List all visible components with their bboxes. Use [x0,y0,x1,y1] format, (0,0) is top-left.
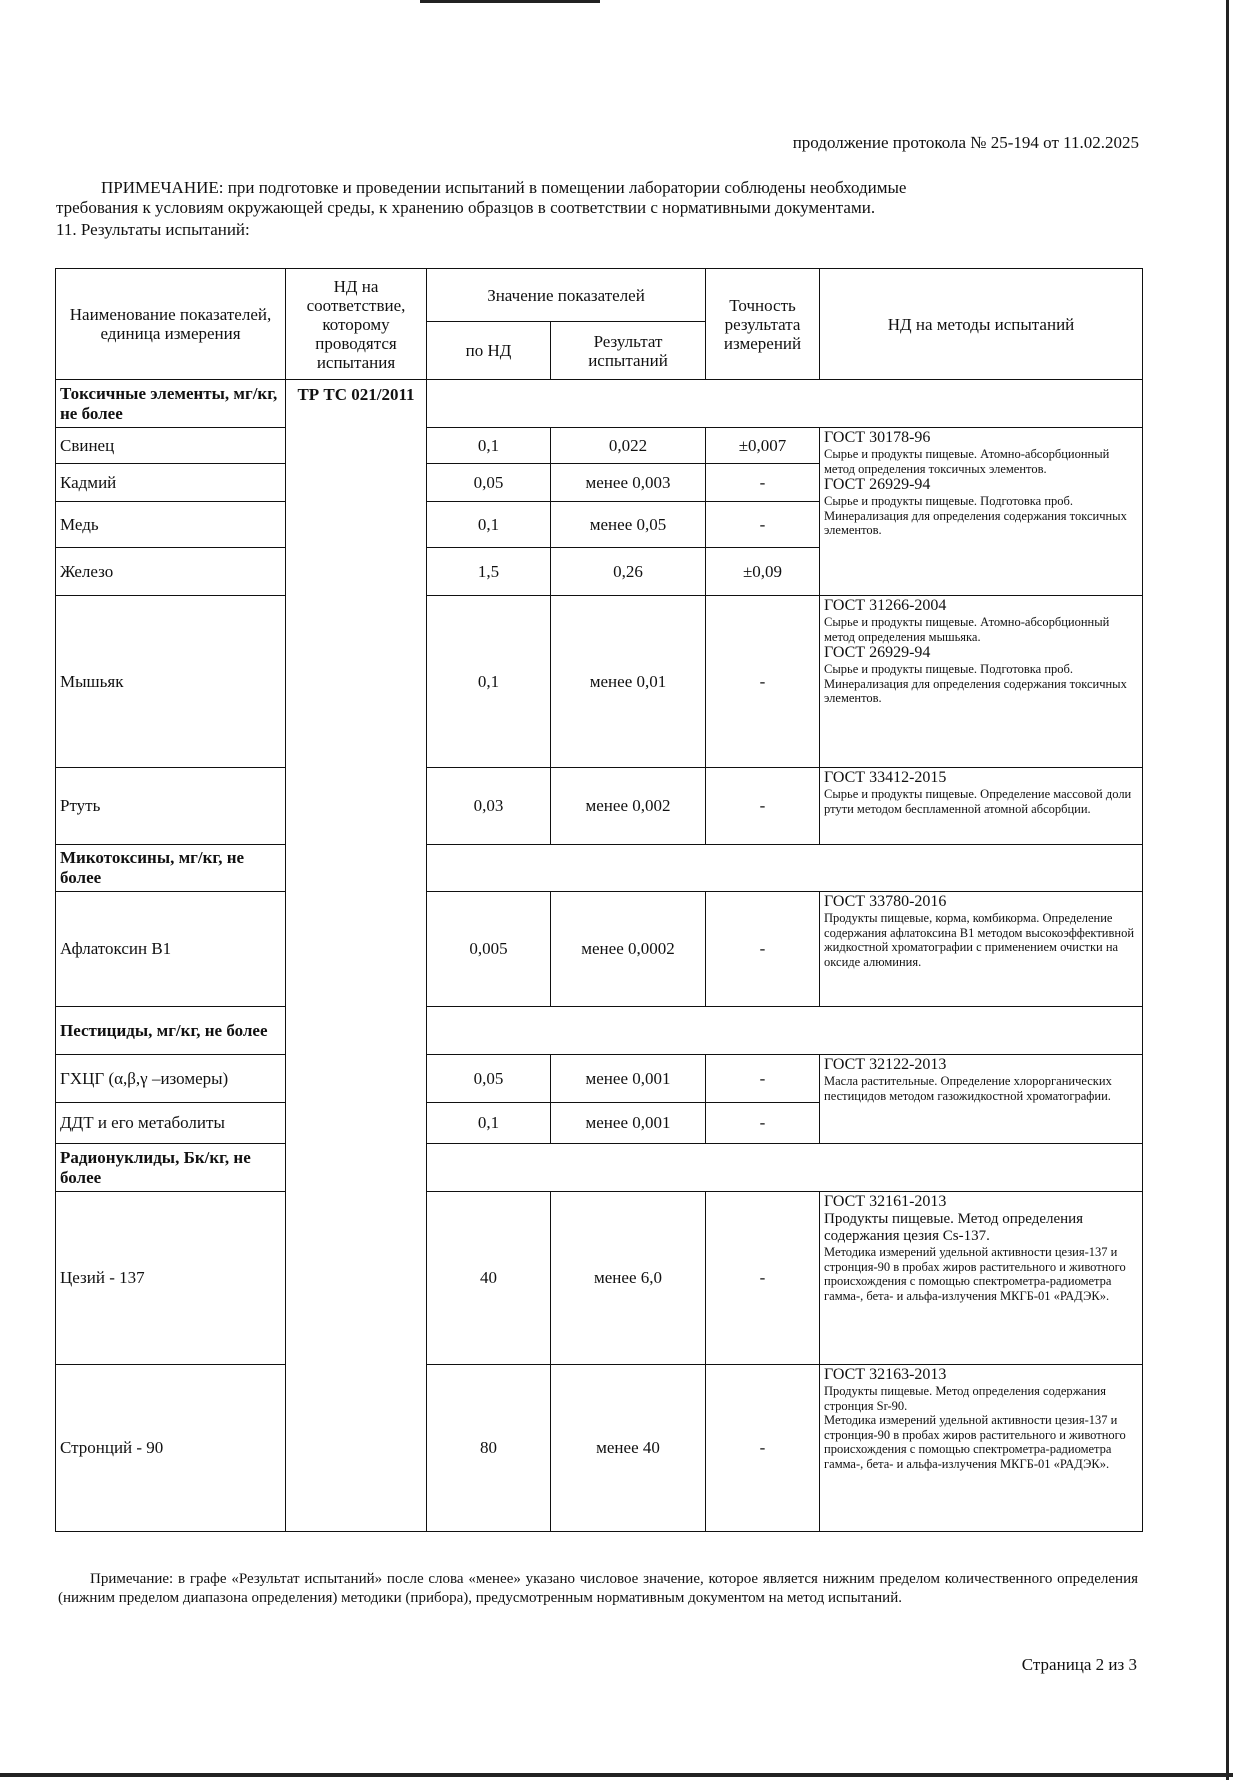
group-row [56,1144,1143,1192]
value-by-nd: 0,03 [427,768,551,845]
method-desc: Сырье и продукты пищевые. Определение массовой доли ртути методом беспламенной атомной абсорбции. [824,787,1132,816]
method-cell [820,768,1143,845]
nd-compliance-value: ТР ТС 021/2011 [286,380,427,1532]
indicator-name: Стронций - 90 [56,1365,286,1532]
value-result: менее 0,05 [551,502,706,548]
table-row [56,892,1143,1007]
group-blank [427,845,1143,892]
scan-edge-right [1226,0,1229,1780]
header-by-nd: по НД [427,322,551,380]
header-result: Результат испытаний [551,322,706,380]
value-accuracy: ±0,007 [706,428,820,464]
value-by-nd: 0,05 [427,464,551,502]
value-result: менее 0,001 [551,1103,706,1144]
method-gost: ГОСТ 31266-2004 [824,597,947,614]
table-row [56,768,1143,845]
method-gost: ГОСТ 33780-2016 [824,893,947,910]
method-gost: ГОСТ 26929-94 [824,644,931,661]
group-blank [427,380,1143,428]
value-by-nd: 40 [427,1192,551,1365]
value-by-nd: 1,5 [427,548,551,596]
page-number: Страница 2 из 3 [1021,1655,1137,1674]
footnote [58,1570,1138,1608]
value-accuracy: - [706,502,820,548]
value-by-nd: 0,1 [427,596,551,768]
table-row [56,1192,1143,1365]
value-result: менее 0,0002 [551,892,706,1007]
indicator-name: Ртуть [56,768,286,845]
group-row [56,1007,1143,1055]
value-accuracy: - [706,1192,820,1365]
method-gost: ГОСТ 32163-2013 [824,1366,947,1383]
scan-edge-bottom [0,1773,1233,1777]
value-by-nd: 0,1 [427,1103,551,1144]
table-row [56,1055,1143,1103]
top-note-line-2: требования к условиям окружающей среды, к хранению образцов в соответствии с нормативными документами. [56,198,876,217]
value-accuracy: - [706,768,820,845]
group-row [56,380,1143,428]
group-title: Токсичные элементы, мг/кг, не более [56,380,286,428]
table-row [56,596,1143,768]
group-title: Микотоксины, мг/кг, не более [56,845,286,892]
section-title: 11. Результаты испытаний: [56,220,250,239]
header-accuracy: Точность результата измерений [706,269,820,380]
group-blank [427,1007,1143,1055]
header-name: Наименование показателей, единица измерения [56,269,286,380]
indicator-name: Железо [56,548,286,596]
top-note-line-1: ПРИМЕЧАНИЕ: при подготовке и проведении испытаний в помещении лаборатории соблюдены необходимые [101,178,907,197]
group-row [56,845,1143,892]
table-row [56,1365,1143,1532]
indicator-name: Афлатоксин В1 [56,892,286,1007]
method-cell [820,428,1143,596]
indicator-name: Мышьяк [56,596,286,768]
group-blank [427,1144,1143,1192]
value-result: менее 40 [551,1365,706,1532]
method-desc: Продукты пищевые, корма, комбикорма. Определение содержания афлатоксина В1 методом высокоэффективной жидкостной хроматографии с применением очистки на оксиде алюминия. [824,911,1135,969]
value-accuracy: - [706,464,820,502]
value-result: 0,26 [551,548,706,596]
value-accuracy: - [706,1365,820,1532]
group-title: Радионуклиды, Бк/кг, не более [56,1144,286,1192]
method-cell [820,1055,1143,1144]
indicator-name: Цезий - 137 [56,1192,286,1365]
header-methods: НД на методы испытаний [820,269,1143,380]
value-by-nd: 0,05 [427,1055,551,1103]
method-gost: ГОСТ 30178-96 [824,429,931,446]
method-desc: Сырье и продукты пищевые. Атомно-абсорбционный метод определения мышьяка. [824,615,1110,644]
top-note [56,178,1136,218]
method-desc: Продукты пищевые. Метод определения содержания стронция Sr-90. [824,1384,1106,1413]
method-cell [820,596,1143,768]
header-values-group: Значение показателей [427,269,706,322]
header-row-1 [56,269,1143,322]
value-accuracy: - [706,1055,820,1103]
protocol-continuation-line: продолжение протокола № 25-194 от 11.02.2025 [792,133,1139,152]
method-desc: Масла растительные. Определение хлорорганических пестицидов методом газожидкостной хроматографии. [824,1074,1112,1103]
value-accuracy: ±0,09 [706,548,820,596]
value-accuracy: - [706,892,820,1007]
value-accuracy: - [706,1103,820,1144]
method-desc: Продукты пищевые. Метод определения содержания цезия Cs-137. [824,1211,1084,1244]
method-desc: Сырье и продукты пищевые. Подготовка проб. Минерализация для определения содержания токсичных элементов. [824,662,1127,705]
method-gost: ГОСТ 32122-2013 [824,1056,947,1073]
method-cell [820,892,1143,1007]
footnote-text: Примечание: в графе «Результат испытаний» после слова «менее» указано числовое значение, которое является нижним пределом количественного определения (нижним пределом диапазона определения) методики (прибора), предусмотренным нормативным документом на метод испытаний. [58,1571,1138,1606]
method-gost: ГОСТ 33412-2015 [824,769,947,786]
value-result: менее 0,003 [551,464,706,502]
indicator-name: Свинец [56,428,286,464]
header-nd-compliance: НД на соответствие, которому проводятся испытания [286,269,427,380]
method-cell [820,1192,1143,1365]
method-gost: ГОСТ 26929-94 [824,476,931,493]
value-result: менее 6,0 [551,1192,706,1365]
value-by-nd: 80 [427,1365,551,1532]
indicator-name: ДДТ и его метаболиты [56,1103,286,1144]
method-gost: ГОСТ 32161-2013 [824,1193,947,1210]
indicator-name: Медь [56,502,286,548]
value-accuracy: - [706,596,820,768]
value-result: 0,022 [551,428,706,464]
results-table [55,268,1143,1532]
indicator-name: ГХЦГ (α,β,γ –изомеры) [56,1055,286,1103]
scan-artifact-top [420,0,600,3]
value-by-nd: 0,1 [427,428,551,464]
method-desc: Методика измерений удельной активности цезия-137 и стронция-90 в пробах жиров растительного и животного происхождения с помощью спектрометра-радиометра гамма-, бета- и альфа-излучения МКГБ-01 «РАДЭК». [824,1413,1126,1471]
value-result: менее 0,002 [551,768,706,845]
method-desc: Сырье и продукты пищевые. Подготовка проб. Минерализация для определения содержания токсичных элементов. [824,494,1127,537]
method-desc: Сырье и продукты пищевые. Атомно-абсорбционный метод определения токсичных элементов. [824,447,1110,476]
group-title: Пестициды, мг/кг, не более [56,1007,286,1055]
method-desc: Методика измерений удельной активности цезия-137 и стронция-90 в пробах жиров растительного и животного происхождения с помощью спектрометра-радиометра гамма-, бета- и альфа-излучения МКГБ-01 «РАДЭК». [824,1245,1126,1303]
value-by-nd: 0,1 [427,502,551,548]
method-cell [820,1365,1143,1532]
indicator-name: Кадмий [56,464,286,502]
table-row [56,428,1143,464]
value-result: менее 0,001 [551,1055,706,1103]
value-by-nd: 0,005 [427,892,551,1007]
value-result: менее 0,01 [551,596,706,768]
